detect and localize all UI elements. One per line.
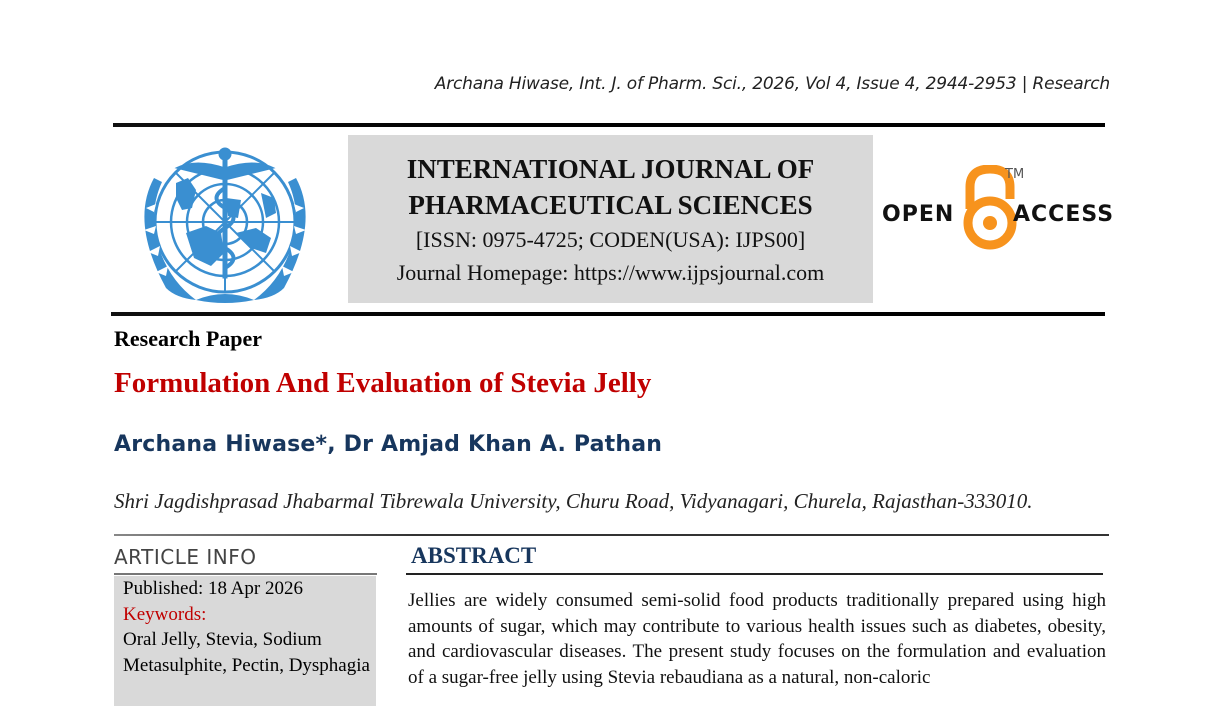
running-head: Archana Hiwase, Int. J. of Pharm. Sci., 2026, Vol 4, Issue 4, 2944-2953 | Research [434, 74, 1110, 94]
abstract-heading: ABSTRACT [411, 543, 537, 568]
keywords-list: Oral Jelly, Stevia, Sodium Metasulphite, Pectin, Dysphagia [123, 629, 370, 676]
article-info-rule [114, 573, 377, 575]
author-list: Archana Hiwase*, Dr Amjad Khan A. Pathan [114, 432, 663, 457]
article-info-box [114, 576, 376, 706]
open-access-access-label: ACCESS [1013, 202, 1115, 227]
journal-issn: [ISSN: 0975-4725; CODEN(USA): IJPS00] [415, 227, 806, 252]
trademark-label: TM [1005, 167, 1025, 182]
published-date: Published: 18 Apr 2026 [123, 578, 303, 599]
journal-title-line2: PHARMACEUTICAL SCIENCES [408, 190, 813, 220]
masthead-bottom-rule [111, 312, 1105, 316]
paper-type: Research Paper [114, 326, 263, 351]
journal-emblem-icon [126, 138, 324, 306]
author-affiliation: Shri Jagdishprasad Jhabarmal Tibrewala University, Churu Road, Vidyanagari, Churela, Rajasthan-333010. [114, 489, 1033, 513]
abstract-rule [406, 573, 1103, 575]
masthead-top-rule [113, 123, 1105, 127]
paper-title: Formulation And Evaluation of Stevia Jelly [114, 367, 652, 399]
open-access-logo [880, 165, 1115, 255]
abstract-body: Jellies are widely consumed semi-solid food products traditionally prepared using high amounts of sugar, which may contribute to various health issues such as diabetes, obesity, and cardiovascular diseases. The present study focuses on the formulation and evaluation of a sugar-free jelly using Stevia rebaudiana as a natural, non-caloric [408, 590, 1106, 688]
journal-title-box [348, 135, 873, 303]
journal-title [348, 151, 873, 223]
article-info-heading: ARTICLE INFO [114, 545, 257, 569]
keywords-label: Keywords: [123, 603, 207, 625]
journal-homepage[interactable]: Journal Homepage: https://www.ijpsjournal.com [396, 260, 825, 285]
section-divider [114, 534, 1109, 536]
open-access-open-label: OPEN [882, 202, 955, 227]
journal-title-line1: INTERNATIONAL JOURNAL OF [406, 154, 815, 184]
